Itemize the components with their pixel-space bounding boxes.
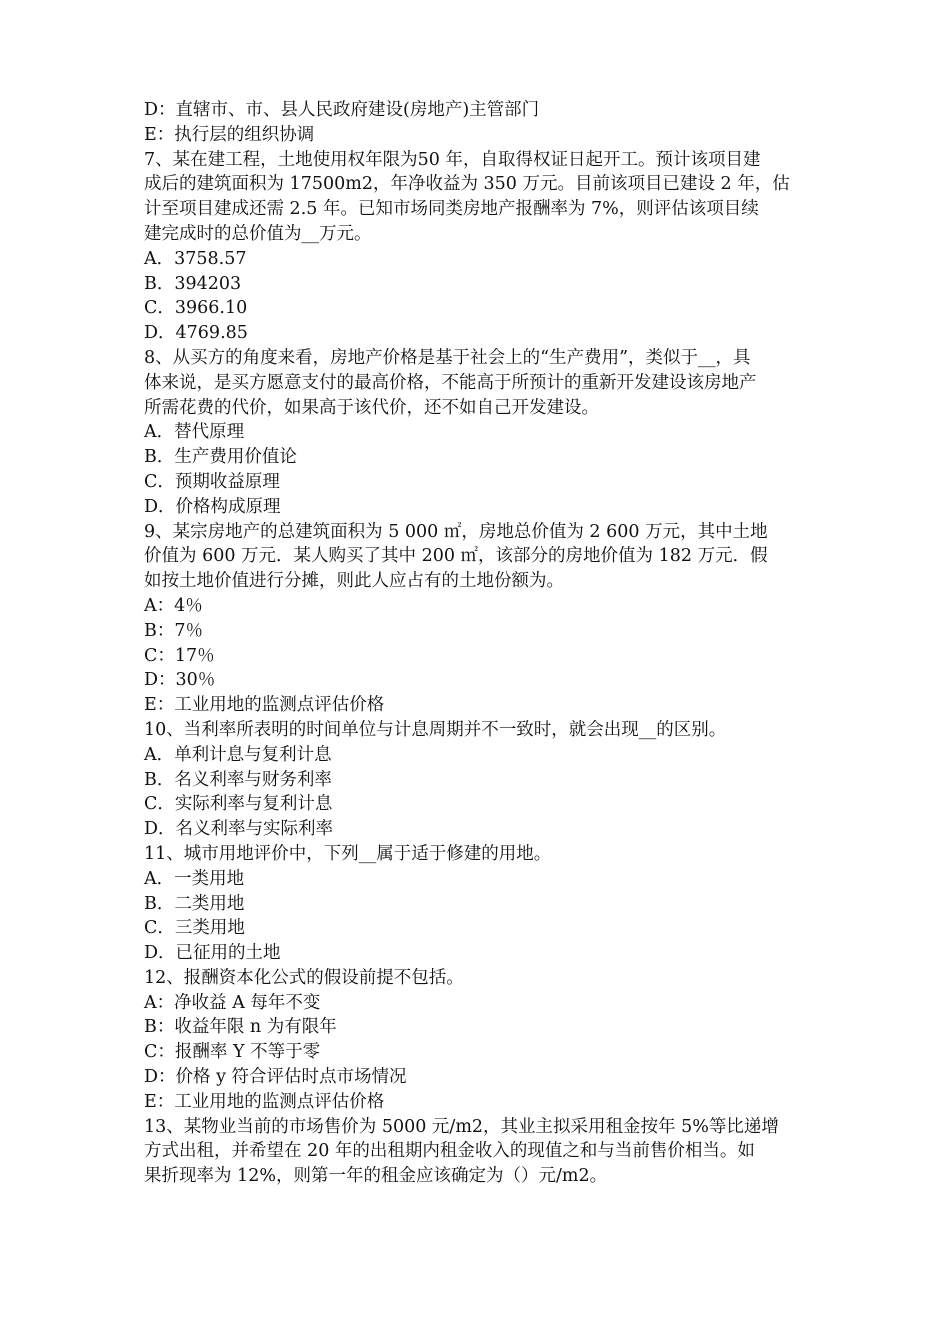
option-b: B．二类用地: [144, 893, 245, 914]
question-stem-line: 建完成时的总价值为__万元。: [144, 223, 372, 244]
option-a: A：净收益 A 每年不变: [144, 992, 321, 1013]
option-d-previous: D：直辖市、市、县人民政府建设(房地产)主管部门: [144, 100, 540, 120]
question-stem-line: 成后的建筑面积为 17500m2，年净收益为 350 万元。目前该项目已建设 2 年，估: [144, 174, 790, 195]
question-7: [144, 148, 816, 346]
question-stem-line: 7、某在建工程，土地使用权年限为50 年，自取得权证日起开工。预计该项目建: [144, 149, 761, 170]
question-stem-line: 13、某物业当前的市场售价为 5000 元/m2，其业主拟采用租金按年 5%等比递增: [144, 1116, 779, 1137]
option-d: D：价格 y 符合评估时点市场情况: [144, 1067, 407, 1088]
question-13: [144, 1115, 816, 1189]
question-stem-line: 11、城市用地评价中，下列__属于适于修建的用地。: [144, 843, 552, 864]
question-stem-line: 8、从买方的角度来看，房地产价格是基于社会上的“生产费用”，类似于__，具: [144, 347, 751, 368]
option-b: B：收益年限 n 为有限年: [144, 1017, 337, 1038]
option-c: C：报酬率 Y 不等于零: [144, 1042, 321, 1063]
question-stem-line: 方式出租，并希望在 20 年的出租期内租金收入的现值之和与当前售价相当。如: [144, 1141, 755, 1162]
option-c: C．预期收益原理: [144, 471, 280, 492]
option-e: E：工业用地的监测点评估价格: [144, 1091, 385, 1112]
question-9: [144, 520, 816, 718]
option-b: B．生产费用价值论: [144, 447, 297, 468]
option-c: C．三类用地: [144, 918, 245, 939]
option-b: B．名义利率与财务利率: [144, 769, 332, 790]
option-d: D．4769.85: [144, 323, 248, 344]
option-b: B．394203: [144, 273, 242, 294]
option-e-previous: E：执行层的组织协调: [144, 124, 315, 145]
option-b: B：7％: [144, 620, 203, 641]
question-stem-line: 如按土地价值进行分摊，则此人应占有的土地份额为。: [144, 571, 564, 592]
option-a: A．替代原理: [144, 422, 245, 443]
question-stem-line: 计至项目建成还需 2.5 年。已知市场同类房地产报酬率为 7%，则评估该项目续: [144, 199, 759, 220]
option-d: D．已征用的土地: [144, 943, 281, 964]
option-d: D．价格构成原理: [144, 496, 281, 517]
option-d: D：30％: [144, 670, 216, 691]
option-c: C．3966.10: [144, 298, 248, 319]
option-c: C．实际利率与复利计息: [144, 794, 333, 815]
option-d: D．名义利率与实际利率: [144, 819, 334, 840]
question-11: [144, 842, 816, 966]
question-10: [144, 718, 816, 842]
question-8: [144, 346, 816, 520]
option-a: A：4％: [144, 595, 203, 616]
option-e: E：工业用地的监测点评估价格: [144, 695, 385, 716]
option-c: C：17％: [144, 645, 215, 666]
question-stem-line: 果折现率为 12%，则第一年的租金应该确定为（）元/m2。: [144, 1166, 608, 1187]
question-stem-line: 价值为 600 万元．某人购买了其中 200 ㎡，该部分的房地价值为 182 万元．假: [144, 546, 768, 567]
option-a: A．单利计息与复利计息: [144, 744, 332, 765]
option-a: A．3758.57: [144, 248, 247, 269]
question-stem-line: 10、当利率所表明的时间单位与计息周期并不一致时，就会出现__的区别。: [144, 719, 727, 740]
question-stem-line: 体来说，是买方愿意支付的最高价格，不能高于所预计的重新开发建设该房地产: [144, 372, 757, 393]
question-stem-line: 所需花费的代价，如果高于该代价，还不如自己开发建设。: [144, 397, 599, 418]
document-body: [144, 98, 816, 1189]
question-stem-line: 9、某宗房地产的总建筑面积为 5 000 ㎡，房地总价值为 2 600 万元，其中土地: [144, 521, 768, 542]
option-a: A．一类用地: [144, 868, 245, 889]
question-12: [144, 966, 816, 1115]
question-stem-line: 12、报酬资本化公式的假设前提不包括。: [144, 967, 464, 988]
